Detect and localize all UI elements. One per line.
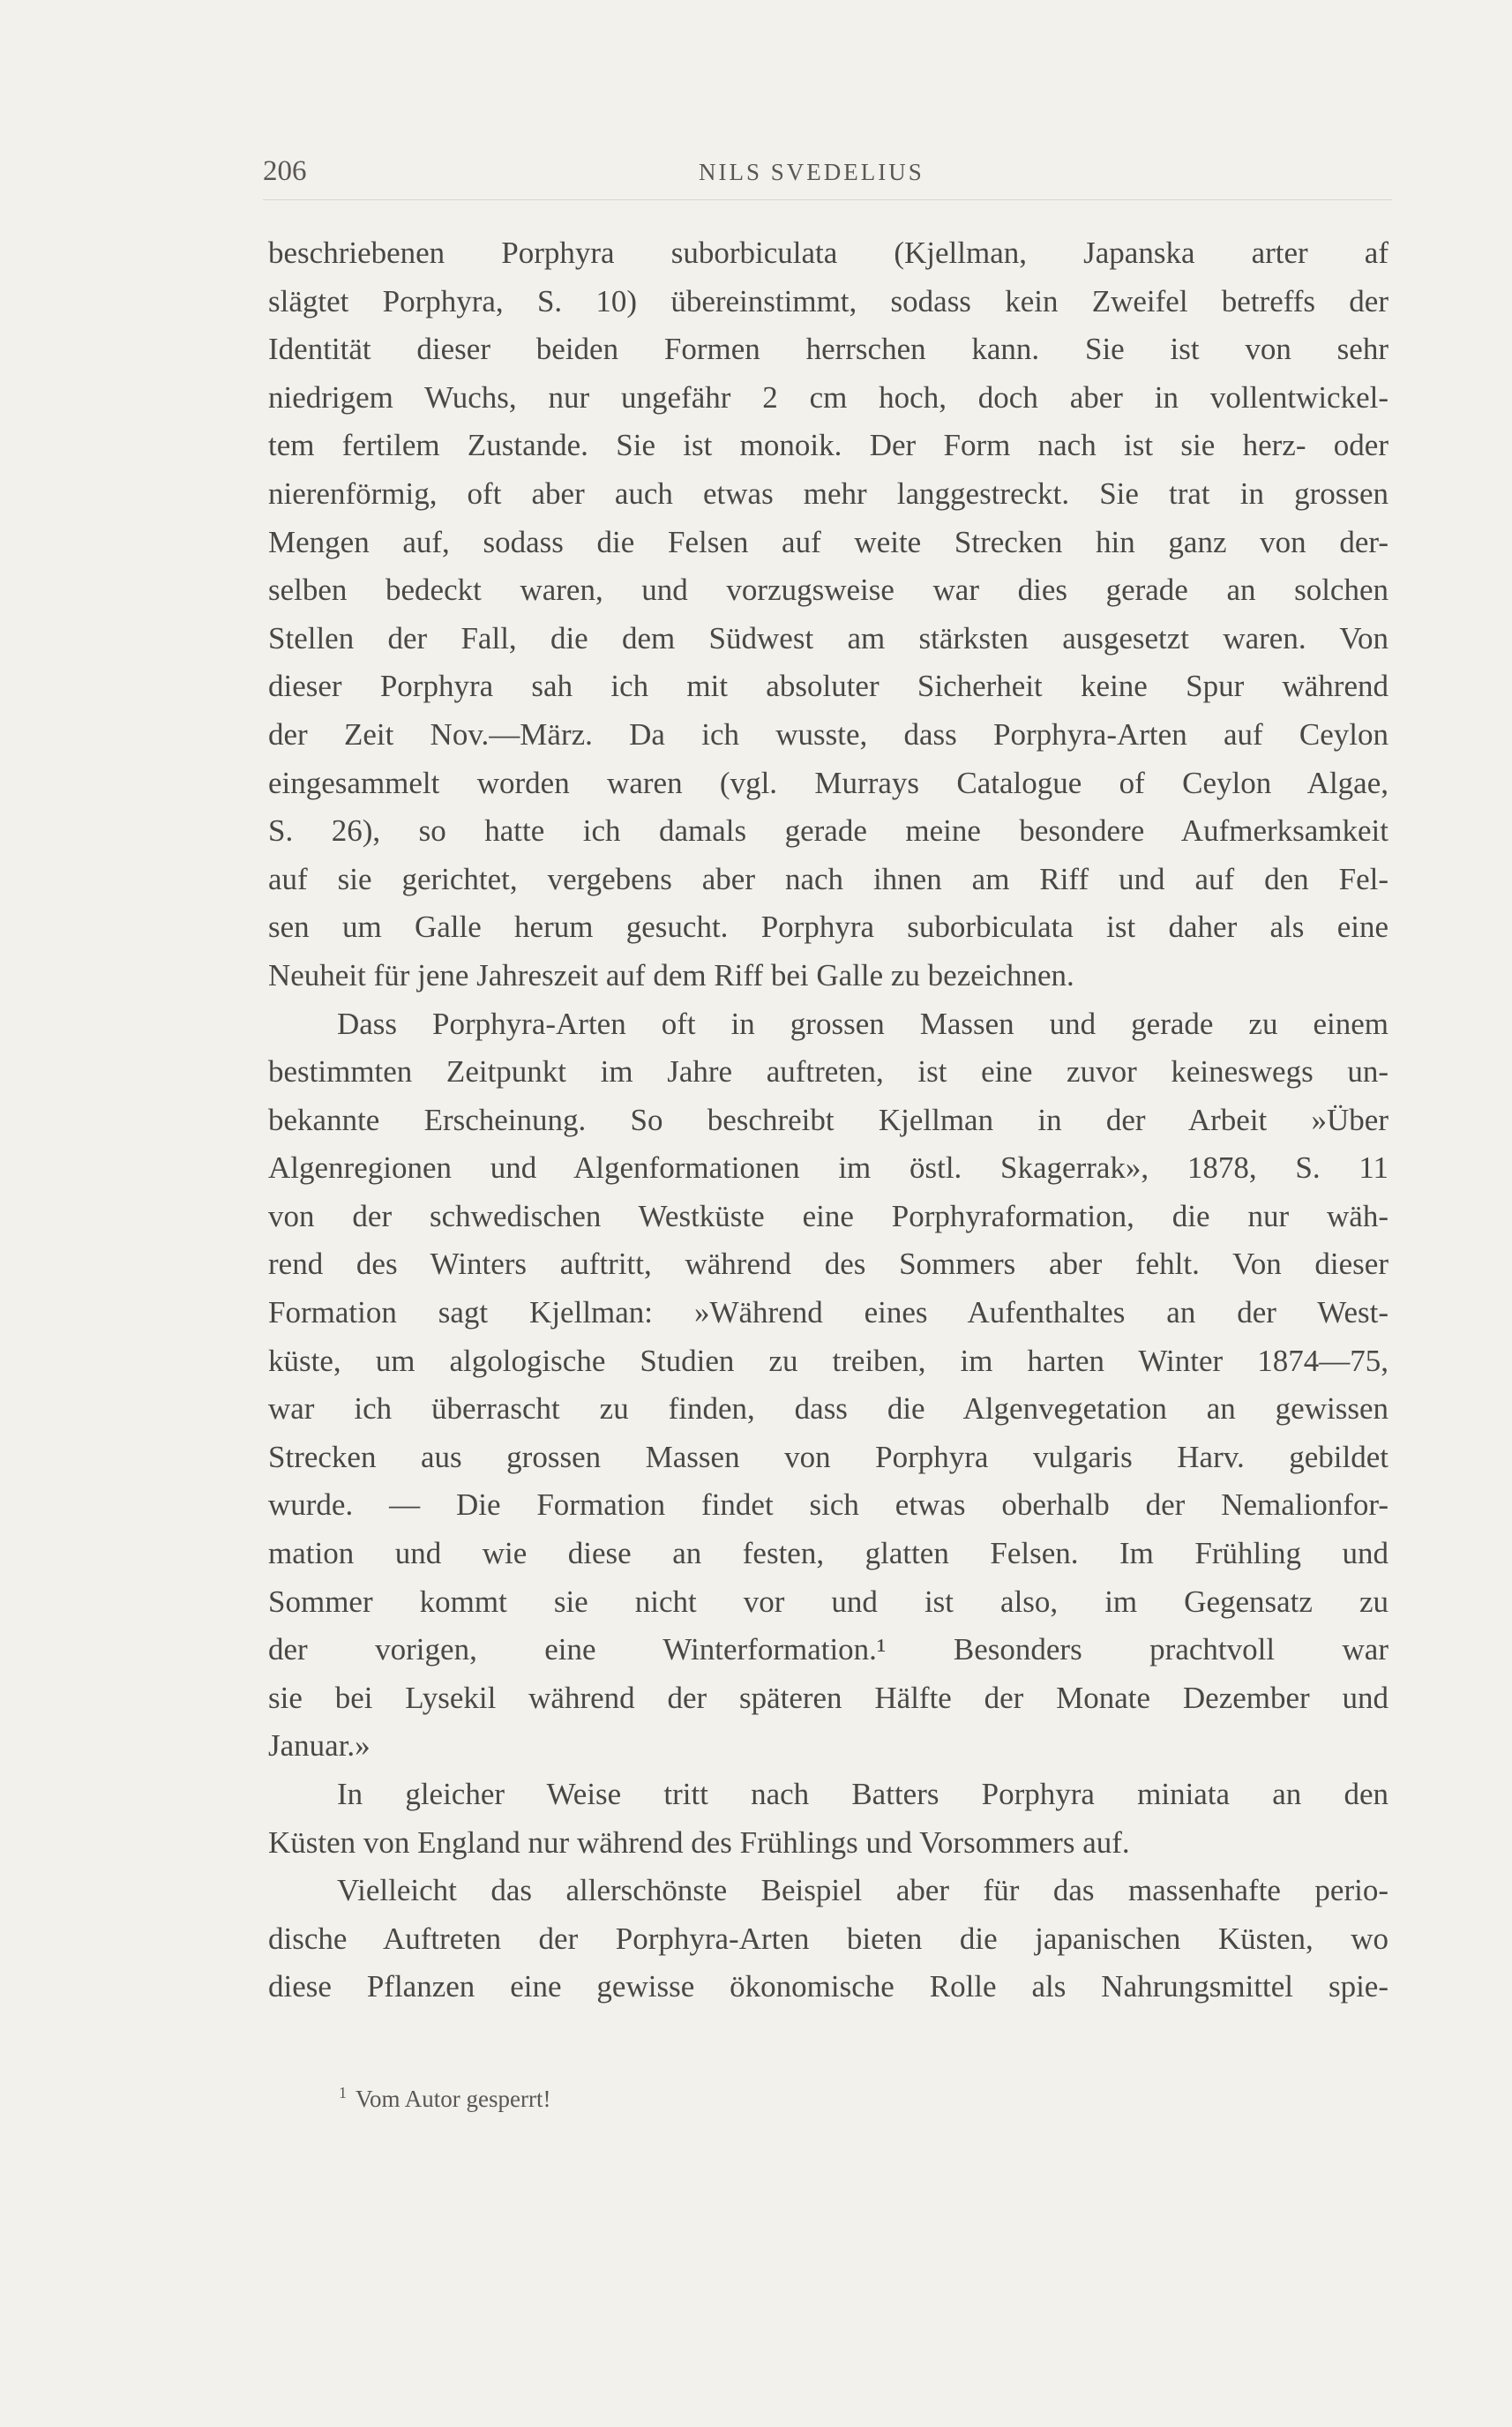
text-line: Januar.» <box>268 1728 371 1764</box>
page-number: 206 <box>263 155 307 187</box>
text-line: bekannte Erscheinung. So beschreibt Kjellman in der Arbeit »Über <box>268 1102 1388 1137</box>
footnote-text: Vom Autor gesperrt! <box>356 2086 551 2112</box>
text-line: Vielleicht das allerschönste Beispiel aber für das massenhafte perio- <box>337 1873 1388 1908</box>
footnote-mark: 1 <box>339 2084 347 2101</box>
text-line: diese Pflanzen eine gewisse ökonomische Rolle als Nahrungsmittel spie- <box>268 1969 1388 2004</box>
text-line: Neuheit für jene Jahreszeit auf dem Riff bei Galle zu bezeichnen. <box>268 957 1074 993</box>
text-line: Sommer kommt sie nicht vor und ist also, im Gegensatz zu <box>268 1584 1388 1619</box>
text-line: dieser Porphyra sah ich mit absoluter Sicherheit keine Spur während <box>268 669 1388 704</box>
text-line: Formation sagt Kjellman: »Während eines Aufenthaltes an der West- <box>268 1295 1388 1330</box>
footnote <box>339 2084 550 2113</box>
text-line: beschriebenen Porphyra suborbiculata (Kjellman, Japanska arter af <box>268 236 1388 270</box>
text-line: tem fertilem Zustande. Sie ist monoik. Der Form nach ist sie herz- oder <box>268 428 1388 463</box>
page-header <box>263 155 1392 201</box>
text-line: Stellen der Fall, die dem Südwest am stärksten ausgesetzt waren. Von <box>268 620 1388 655</box>
text-line: küste, um algologische Studien zu treiben, im harten Winter 1874—75, <box>268 1343 1388 1378</box>
text-line: sen um Galle herum gesucht. Porphyra suborbiculata ist daher als eine <box>268 910 1388 945</box>
text-line: Dass Porphyra-Arten oft in grossen Massen und gerade zu einem <box>337 1006 1388 1041</box>
running-head: NILS SVEDELIUS <box>699 159 924 185</box>
text-line: Strecken aus grossen Massen von Porphyra vulgaris Harv. gebildet <box>268 1439 1388 1474</box>
text-line: wurde. — Die Formation findet sich etwas oberhalb der Nemalionfor- <box>268 1487 1388 1523</box>
text-line: sie bei Lysekil während der späteren Hälfte der Monate Dezember und <box>268 1680 1388 1715</box>
text-line: slägtet Porphyra, S. 10) übereinstimmt, sodass kein Zweifel betreffs der <box>268 283 1388 318</box>
text-line: nierenförmig, oft aber auch etwas mehr langgestreckt. Sie trat in grossen <box>268 476 1388 511</box>
text-line: Mengen auf, sodass die Felsen auf weite Strecken hin ganz von der- <box>268 524 1388 559</box>
text-line: niedrigem Wuchs, nur ungefähr 2 cm hoch, doch aber in vollentwickel- <box>268 379 1388 415</box>
text-line: Küsten von England nur während des Frühlings und Vorsommers auf. <box>268 1824 1130 1860</box>
text-line: von der schwedischen Westküste eine Porphyraformation, die nur wäh- <box>268 1198 1388 1233</box>
text-line: dische Auftreten der Porphyra-Arten bieten die japanischen Küsten, wo <box>268 1921 1388 1956</box>
text-line: der vorigen, eine Winterformation.¹ Besonders prachtvoll war <box>268 1632 1388 1667</box>
text-line: rend des Winters auftritt, während des Sommers aber fehlt. Von dieser <box>268 1247 1388 1282</box>
text-line: S. 26), so hatte ich damals gerade meine besondere Aufmerksamkeit <box>268 813 1388 849</box>
text-line: der Zeit Nov.—März. Da ich wusste, dass Porphyra-Arten auf Ceylon <box>268 716 1388 752</box>
text-line: eingesammelt worden waren (vgl. Murrays Catalogue of Ceylon Algae, <box>268 765 1388 800</box>
header-rule <box>263 199 1392 200</box>
text-line: mation und wie diese an festen, glatten Felsen. Im Frühling und <box>268 1536 1388 1571</box>
text-line: bestimmten Zeitpunkt im Jahre auftreten, ist eine zuvor keineswegs un- <box>268 1054 1388 1090</box>
text-line: auf sie gerichtet, vergebens aber nach ihnen am Riff und auf den Fel- <box>268 861 1388 896</box>
text-line: Identität dieser beiden Formen herrschen kann. Sie ist von sehr <box>268 332 1388 367</box>
text-line: In gleicher Weise tritt nach Batters Porphyra miniata an den <box>337 1777 1388 1811</box>
text-line: selben bedeckt waren, und vorzugsweise war dies gerade an solchen <box>268 573 1388 608</box>
body-text <box>268 229 1388 2011</box>
text-line: war ich überrascht zu finden, dass die Algenvegetation an gewissen <box>268 1391 1388 1427</box>
text-line: Algenregionen und Algenformationen im östl. Skagerrak», 1878, S. 11 <box>268 1150 1388 1186</box>
